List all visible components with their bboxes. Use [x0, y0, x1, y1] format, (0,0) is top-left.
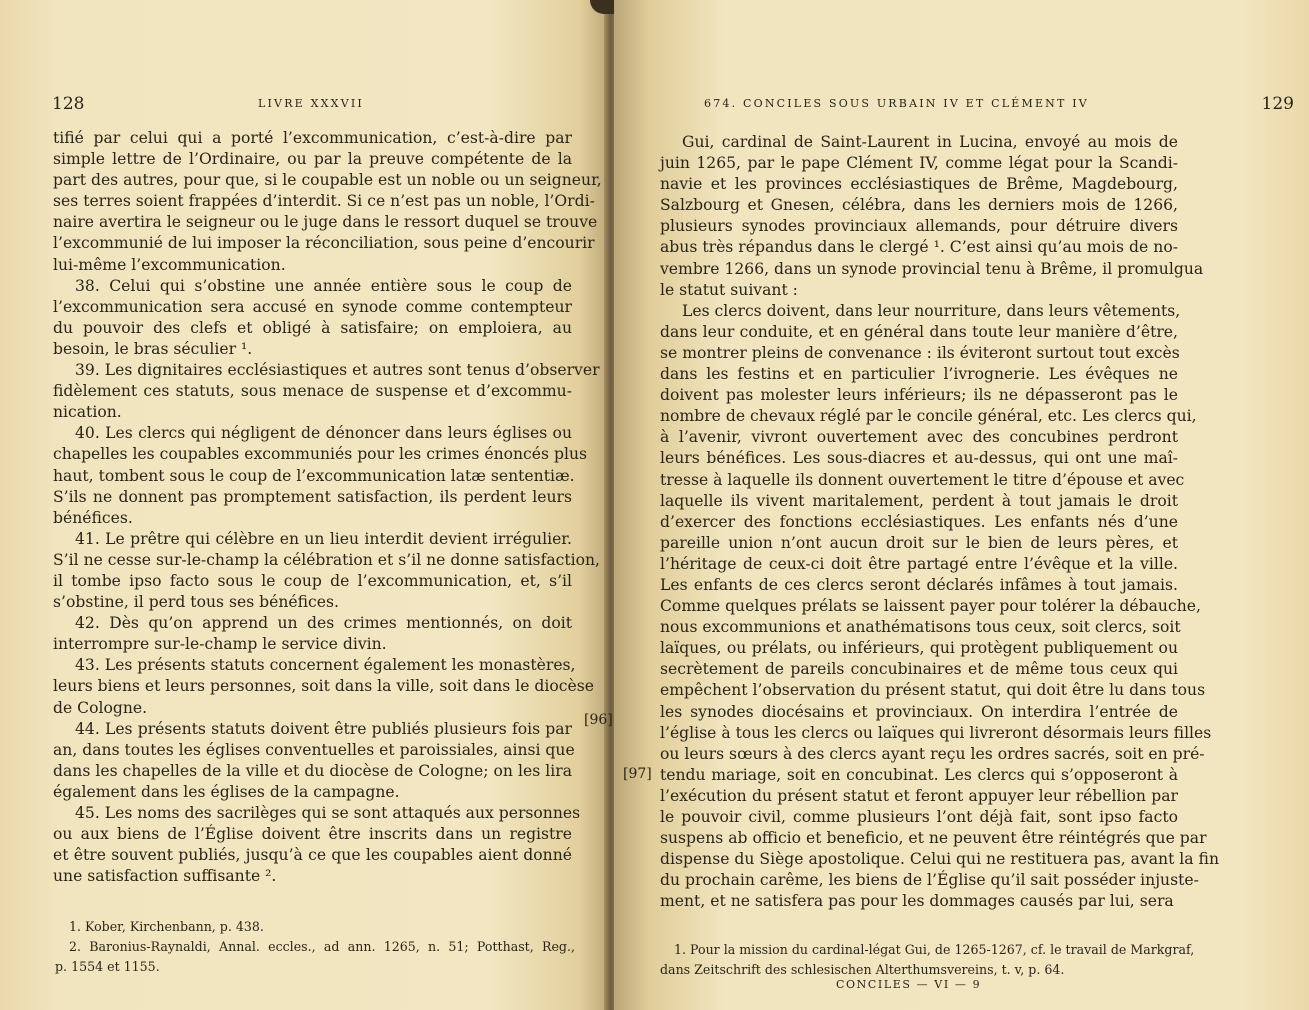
text-line: haut, tombent sous le coup de l’excommunication latæ sententiæ. [53, 466, 575, 485]
right-page-header [704, 94, 1294, 116]
text-line: l’excommunication sera accusé en synode comme contempteur [53, 297, 572, 316]
text-line: simple lettre de l’Ordinaire, ou par la preuve compétente de la [53, 150, 572, 169]
text-line: et être souvent publiés, jusqu’à ce que les coupables aient donné [53, 846, 572, 865]
text-line: juin 1265, par le pape Clément IV, comme légat pour la Scandi- [660, 154, 1178, 173]
text-line: du pouvoir des clefs et obligé à satisfaire; on emploiera, au [53, 318, 572, 337]
text-line: le statut suivant : [660, 280, 798, 299]
text-line: Comme quelques prélats se laissent payer pour tolérer la débauche, [660, 597, 1201, 616]
text-line: l’exécution du présent statut et feront appuyer leur rébellion par [660, 786, 1178, 805]
text-line: S’ils ne donnent pas promptement satisfaction, ils perdent leurs [53, 487, 572, 506]
text-line: vembre 1266, dans un synode provincial tenu à Brême, il promulgua [660, 259, 1204, 278]
footnote: 1. Pour la mission du cardinal-légat Gui, de 1265-1267, cf. le travail de Markgraf, [674, 942, 1195, 957]
text-line: 45. Les noms des sacrilèges qui se sont attaqués aux personnes [75, 804, 581, 822]
text-line: Les clercs doivent, dans leur nourriture, dans leurs vêtements, [682, 301, 1181, 320]
text-line: chapelles les coupables excommuniés pour les crimes énoncés plus [53, 445, 587, 464]
text-line: 40. Les clercs qui négligent de dénoncer dans leurs églises ou [75, 424, 572, 443]
text-line: les synodes diocésains et provinciaux. On interdira l’entrée de [660, 702, 1178, 721]
text-line: empêchent l’observation du présent statut, qui doit être lu dans tous [660, 681, 1206, 700]
text-line: tifié par celui qui a porté l’excommunication, c’est-à-dire par [53, 129, 572, 147]
text-line: S’il ne cesse sur-le-champ la célébration et s’il ne donne satisfaction, [53, 550, 601, 569]
text-line: tresse à laquelle ils donnent ouvertement le titre d’épouse et avec [660, 470, 1185, 489]
text-line: d’exercer des fonctions ecclésiastiques. Les enfants nés d’une [660, 512, 1178, 531]
text-line: dispense du Siège apostolique. Celui qui ne restituera pas, avant la fin [660, 850, 1219, 869]
text-line: il tombe ipso facto sous le coup de l’excommunication, et, s’il [53, 571, 572, 590]
text-line: laquelle ils vivent maritalement, perdent à tout jamais le droit [660, 491, 1178, 510]
text-line: 38. Celui qui s’obstine une année entière sous le coup de [75, 276, 572, 295]
text-line: 39. Les dignitaires ecclésiastiques et autres sont tenus d’observer [75, 361, 600, 380]
running-head: LIVRE XXXVII [258, 97, 364, 110]
text-line: abus très répandus dans le clergé ¹. C’est ainsi qu’au mois de no- [660, 238, 1178, 257]
text-line: l’église à tous les clercs ou laïques qui livreront désormais leurs filles [660, 723, 1212, 742]
text-line: à l’avenir, vivront ouvertement avec des concubines perdront [660, 428, 1178, 447]
text-line: le pouvoir civil, comme plusieurs l’ont déjà fait, sont ipso facto [660, 808, 1178, 826]
text-line: tendu mariage, soit en concubinat. Les clercs qui s’opposeront à [660, 765, 1178, 784]
text-line: interrompre sur-le-champ le service divin. [53, 635, 387, 654]
text-line: ses terres soient frappées d’interdit. Si ce n’est pas un noble, l’Ordi- [53, 192, 595, 211]
text-line: Salzbourg et Gnesen, célébra, dans les derniers mois de 1266, [660, 196, 1178, 215]
text-line: dans les chapelles de la ville et du diocèse de Cologne; on les lira [53, 761, 572, 780]
text-line: pareille union n’ont aucun droit sur le bien de leurs pères, et [660, 533, 1178, 552]
text-line: plusieurs synodes provinciaux allemands, pour détruire divers [660, 217, 1178, 236]
text-line: se montrer pleins de convenance : ils éviteront surtout tout excès [660, 343, 1180, 362]
margin-page-ref: [97] [623, 766, 652, 782]
text-line: navie et les provinces ecclésiastiques de Brême, Magdebourg, [660, 175, 1178, 194]
right-page-body [660, 132, 1219, 912]
text-line: ment, et ne satisfera pas pour les dommages causés par lui, sera [660, 892, 1174, 911]
text-line: ou leurs sœurs à des clercs ayant reçu les ordres sacrés, soit en pré- [660, 744, 1205, 763]
text-line: 44. Les présents statuts doivent être publiés plusieurs fois par [75, 719, 572, 738]
text-line: 42. Dès qu’on apprend un des crimes mentionnés, on doit [75, 614, 572, 633]
margin-page-ref: [96] [584, 712, 613, 728]
text-line: naire avertira le seigneur ou le juge dans le ressort duquel se trouve [53, 213, 598, 232]
text-line: dans les festins et en particulier l’ivrognerie. Les évêques ne [660, 365, 1178, 384]
text-line: du prochain carême, les biens de l’Église qu’il sait posséder injuste- [660, 871, 1199, 890]
footnote: p. 1554 et 1155. [55, 959, 160, 974]
page-number: 129 [1261, 94, 1294, 114]
printer-signature: CONCILES — VI — 9 [836, 978, 982, 991]
text-line: une satisfaction suffisante ². [53, 867, 277, 886]
text-line: nombre de chevaux réglé par le concile général, etc. Les clercs qui, [660, 407, 1197, 426]
left-page-header [52, 94, 572, 116]
text-line: lui-même l’excommunication. [53, 255, 286, 274]
text-line: également dans les églises de la campagne. [53, 782, 400, 801]
text-line: 43. Les présents statuts concernent également les monastères, [75, 656, 576, 675]
left-page [0, 0, 610, 1010]
text-line: an, dans toutes les églises conventuelles et paroissiales, ainsi que [53, 740, 575, 759]
text-line: doivent pas molester leurs inférieurs; ils ne dépasseront pas le [660, 386, 1178, 405]
text-line: nous excommunions et anathématisons tous ceux, soit clercs, soit [660, 618, 1181, 637]
text-line: de Cologne. [53, 698, 148, 717]
text-line: leurs bénéfices. Les sous-diacres et au-dessus, qui ont une maî- [660, 449, 1178, 468]
text-line: Gui, cardinal de Saint-Laurent in Lucina, envoyé au mois de [682, 133, 1178, 151]
text-line: dans leur conduite, et en général dans toute leur manière d’être, [660, 322, 1178, 341]
footnote: 2. Baronius-Raynaldi, Annal. eccles., ad ann. 1265, n. 51; Potthast, Reg., [69, 939, 575, 954]
footnote: 1. Kober, Kirchenbann, p. 438. [69, 919, 264, 934]
text-line: Les enfants de ces clercs seront déclarés infâmes à tout jamais. [660, 575, 1178, 594]
right-footnotes [660, 940, 1195, 980]
text-line: bénéfices. [53, 508, 133, 527]
text-line: nication. [53, 403, 122, 422]
text-line: 41. Le prêtre qui célèbre en un lieu interdit devient irrégulier. [75, 529, 572, 548]
left-footnotes [55, 917, 575, 977]
page-number: 128 [52, 94, 85, 114]
text-line: part des autres, pour que, si le coupable est un noble ou un seigneur, [53, 171, 602, 190]
text-line: leurs biens et leurs personnes, soit dans la ville, soit dans le diocèse [53, 677, 594, 696]
text-line: besoin, le bras séculier ¹. [53, 339, 253, 358]
text-line: ou aux biens de l’Église doivent être inscrits dans un registre [53, 825, 572, 844]
right-page [614, 0, 1309, 1010]
text-line: suspens ab officio et beneficio, et ne peuvent être réintégrés que par [660, 829, 1207, 848]
text-line: laïques, ou prélats, ou inférieurs, qui protègent publiquement ou [660, 639, 1178, 658]
text-line: secrètement de pareils concubinaires et de même tous ceux qui [660, 660, 1178, 679]
text-line: l’excommunié de lui imposer la réconciliation, sous peine d’encourir [53, 234, 595, 253]
footnote: dans Zeitschrift des schlesischen Alterthumsvereins, t. v, p. 64. [660, 962, 1065, 977]
running-head: 674. CONCILES SOUS URBAIN IV ET CLÉMENT IV [704, 97, 1089, 110]
text-line: fidèlement ces statuts, sous menace de suspense et d’excommu- [53, 382, 572, 401]
text-line: s’obstine, il perd tous ses bénéfices. [53, 593, 339, 612]
text-line: l’héritage de ceux-ci doit être partagé entre l’évêque et la ville. [660, 554, 1178, 573]
